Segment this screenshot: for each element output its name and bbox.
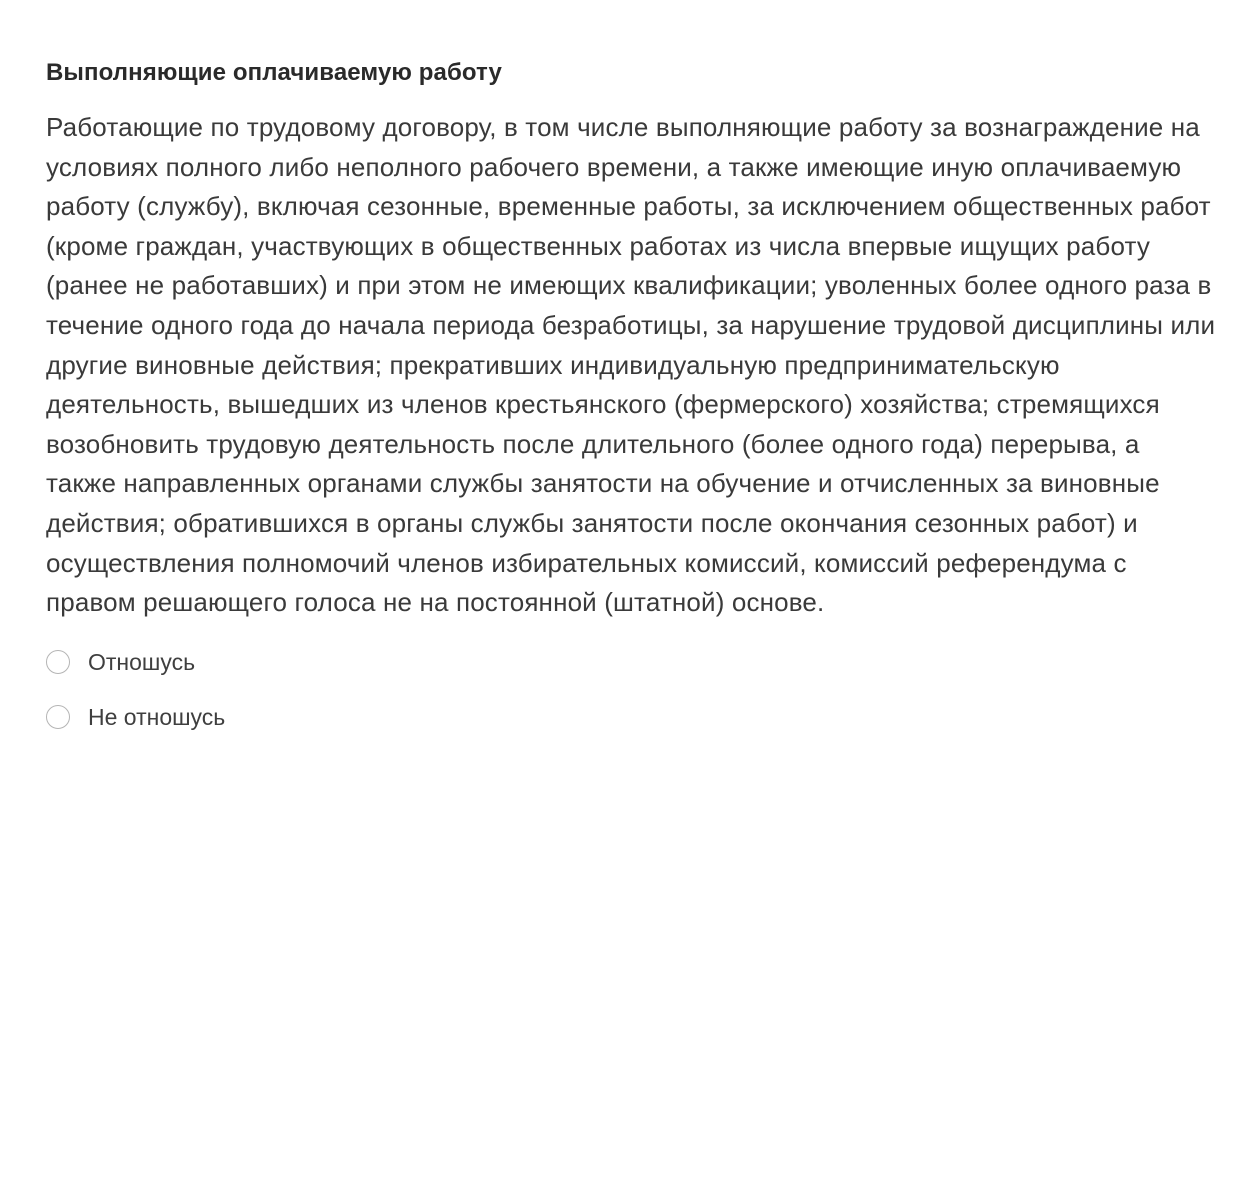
radio-group [46, 647, 1216, 732]
radio-button-not-applies[interactable] [46, 705, 70, 729]
radio-label-applies[interactable]: Отношусь [88, 648, 196, 675]
radio-option-applies[interactable] [46, 647, 1216, 677]
radio-button-applies[interactable] [46, 650, 70, 674]
radio-label-not-applies[interactable]: Не отношусь [88, 703, 226, 730]
radio-option-not-applies[interactable] [46, 702, 1216, 732]
question-section [46, 56, 1216, 757]
section-title: Выполняющие оплачиваемую работу [46, 59, 502, 86]
section-description: Работающие по трудовому договору, в том числе выполняющие работу за вознаграждение на условиях полного либо неполного рабочего времени, а также имеющие иную оплачиваемую работу (службу), включая сезонные, временные работы, за исключением общественных работ (кроме граждан, участвующих в общественных работах из числа впервые ищущих работу (ранее не работавших) и при этом не имеющих квалификации; уволенных более одного раза в течение одного года до начала периода безработицы, за нарушение трудовой дисциплины или другие виновные действия; прекративших индивидуальную предпринимательскую деятельность, вышедших из членов крестьянского (фермерского) хозяйства; стремящихся возобновить трудовую деятельность после длительного (более одного года) перерыва, а также направленных органами службы занятости на обучение и отчисленных за виновные действия; обратившихся в органы службы занятости после окончания сезонных работ) и осуществления полномочий членов избирательных комиссий, комиссий референдума с правом решающего голоса не на постоянной (штатной) основе. [46, 112, 1216, 618]
